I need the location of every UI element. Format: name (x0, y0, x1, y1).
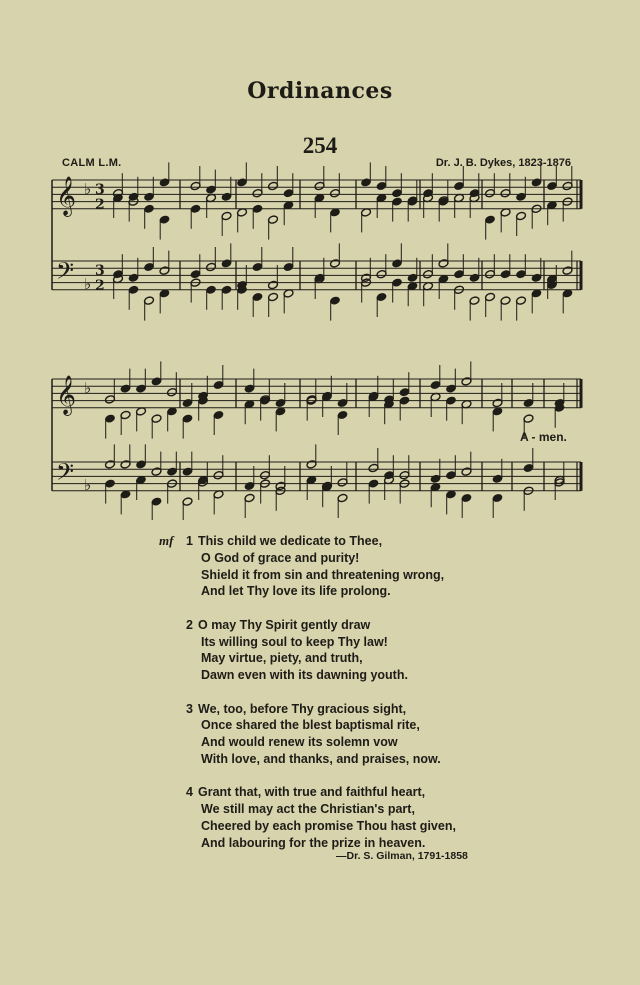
key-flat-icon: ♭ (84, 275, 92, 293)
verse-line: Shield it from sin and threatening wrong, (201, 567, 445, 582)
time-signature-bottom: 2 (95, 278, 105, 294)
verse-number: 1 (186, 534, 193, 548)
verse-line: We, too, before Thy gracious sight, (198, 701, 407, 716)
verse-4 (158, 784, 456, 851)
verse-line: And would renew its solemn vow (201, 735, 398, 750)
bass-clef-icon: 𝄢 (56, 458, 75, 491)
verse-1 (158, 533, 456, 600)
verse-3 (158, 701, 456, 768)
verse-line: We still may act the Christian's part, (201, 802, 415, 817)
verse-line: Dawn even with its dawning youth. (201, 668, 408, 683)
bass-clef-icon: 𝄢 (56, 257, 75, 290)
verse-line: And labouring for the prize in heaven. (201, 835, 426, 850)
composer-credit: Dr. J. B. Dykes, 1823-1876 (435, 157, 571, 169)
section-title: Ordinances (247, 78, 393, 104)
verse-number: 3 (186, 701, 193, 716)
verse-number: 2 (186, 617, 193, 632)
tune-name: CALM L.M. (62, 157, 122, 169)
hymn-verses (158, 533, 456, 868)
verse-line: This child we dedicate to Thee, (198, 534, 383, 548)
verse-number: 4 (186, 785, 193, 800)
author-attribution: —Dr. S. Gilman, 1791-1858 (336, 850, 468, 862)
time-signature-top: 3 (95, 182, 105, 198)
verse-line: O may Thy Spirit gently draw (198, 617, 371, 632)
verse-line: O God of grace and purity! (201, 550, 360, 565)
time-signature-bottom: 2 (95, 197, 105, 213)
key-flat-icon: ♭ (84, 379, 92, 397)
time-signature-top: 3 (95, 263, 105, 279)
verse-line: Once shared the blest baptismal rite, (201, 718, 420, 733)
key-flat-icon: ♭ (84, 476, 92, 494)
amen-lyric: A - men. (520, 430, 567, 444)
verse-line: Cheered by each promise Thou hast given, (201, 818, 456, 833)
verse-line: May virtue, piety, and truth, (201, 651, 363, 666)
verse-line: With love, and thanks, and praises, now. (201, 751, 441, 766)
hymn-number: 254 (302, 133, 338, 158)
dynamic-mark: mf (159, 533, 174, 548)
verse-2 (158, 617, 456, 684)
notes (105, 162, 573, 520)
key-flat-icon: ♭ (84, 180, 92, 198)
clefs (56, 176, 105, 494)
treble-clef-icon: 𝄞 (56, 375, 77, 415)
verse-line: And let Thy love its life prolong. (201, 584, 391, 599)
verse-line: Its willing soul to keep Thy law! (201, 634, 388, 649)
treble-clef-icon: 𝄞 (56, 176, 77, 216)
verse-line: Grant that, with true and faithful heart, (198, 785, 426, 800)
